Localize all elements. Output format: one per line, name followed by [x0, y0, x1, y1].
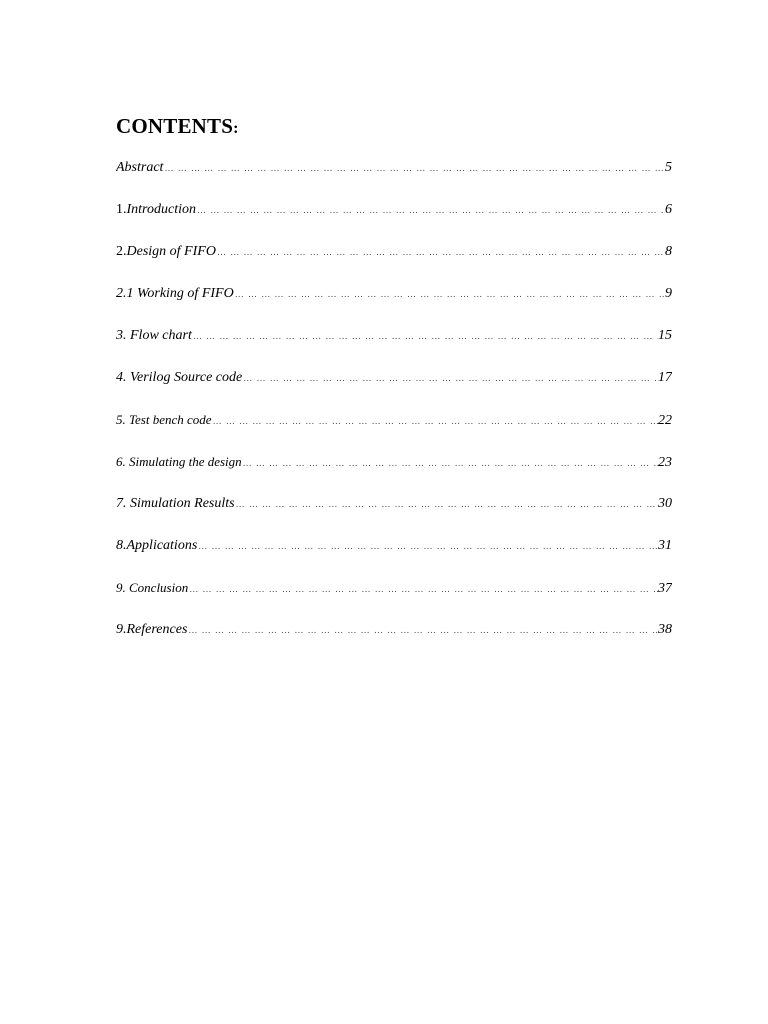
contents-heading-colon: : — [233, 120, 239, 137]
toc-entry-number: 1. — [116, 202, 127, 217]
toc-entry-title: 3. Flow chart — [116, 328, 192, 343]
toc-entry-abstract — [116, 160, 672, 202]
toc-entry-title: 6. Simulating the design — [116, 454, 242, 469]
toc-entry-design-of-fifo — [116, 244, 672, 286]
toc-entry-title: 4. Verilog Source code — [116, 370, 243, 385]
toc-entry-verilog-source-code — [116, 370, 672, 412]
toc-dot-leader — [163, 163, 665, 173]
toc-dot-leader — [188, 584, 658, 594]
toc-entry-page: 37 — [658, 581, 672, 596]
toc-dot-leader — [234, 289, 665, 299]
toc-entry-introduction — [116, 202, 672, 244]
toc-entry-page: 8 — [665, 244, 672, 259]
toc-entry-test-bench-code — [116, 412, 672, 454]
toc-dot-leader — [187, 625, 658, 635]
toc-entry-title: 8.Applications — [116, 538, 198, 553]
toc-entry-flow-chart — [116, 328, 672, 370]
toc-entry-title: 2.1 Working of FIFO — [116, 286, 234, 301]
toc-entry-number: 2. — [116, 244, 127, 259]
toc-entry-page: 31 — [658, 538, 672, 553]
toc-entry-page: 5 — [665, 160, 672, 175]
toc-entry-references — [116, 622, 672, 664]
toc-entry-simulating-the-design — [116, 454, 672, 496]
toc-entry-simulation-results — [116, 496, 672, 538]
contents-heading-text: CONTENTS — [116, 114, 234, 138]
toc-entry-title: 9.References — [116, 622, 188, 637]
toc-entry-title: Introduction — [126, 202, 196, 217]
toc-entry-conclusion — [116, 580, 672, 622]
toc-entry-title: Abstract — [116, 160, 164, 175]
toc-entry-page: 22 — [658, 413, 672, 428]
toc-entry-title: Design of FIFO — [126, 244, 216, 259]
toc-dot-leader — [242, 373, 658, 383]
toc-entry-page: 17 — [658, 370, 672, 385]
toc-entry-page: 9 — [665, 286, 672, 301]
toc-entry-page: 23 — [658, 455, 672, 470]
table-of-contents — [116, 160, 672, 664]
toc-entry-page: 30 — [658, 496, 672, 511]
toc-entry-title: 5. Test bench code — [116, 412, 212, 427]
toc-entry-page: 15 — [658, 328, 672, 343]
toc-dot-leader — [242, 458, 658, 468]
toc-entry-title: 9. Conclusion — [116, 580, 189, 595]
toc-entry-page: 6 — [665, 202, 672, 217]
toc-dot-leader — [212, 416, 658, 426]
toc-entry-working-of-fifo — [116, 286, 672, 328]
toc-entry-title: 7. Simulation Results — [116, 496, 235, 511]
toc-dot-leader — [216, 247, 665, 257]
toc-dot-leader — [197, 541, 658, 551]
toc-entry-applications — [116, 538, 672, 580]
toc-dot-leader — [196, 205, 665, 215]
toc-dot-leader — [235, 499, 658, 509]
toc-entry-page: 38 — [658, 622, 672, 637]
contents-heading — [116, 114, 239, 139]
toc-dot-leader — [192, 331, 658, 341]
